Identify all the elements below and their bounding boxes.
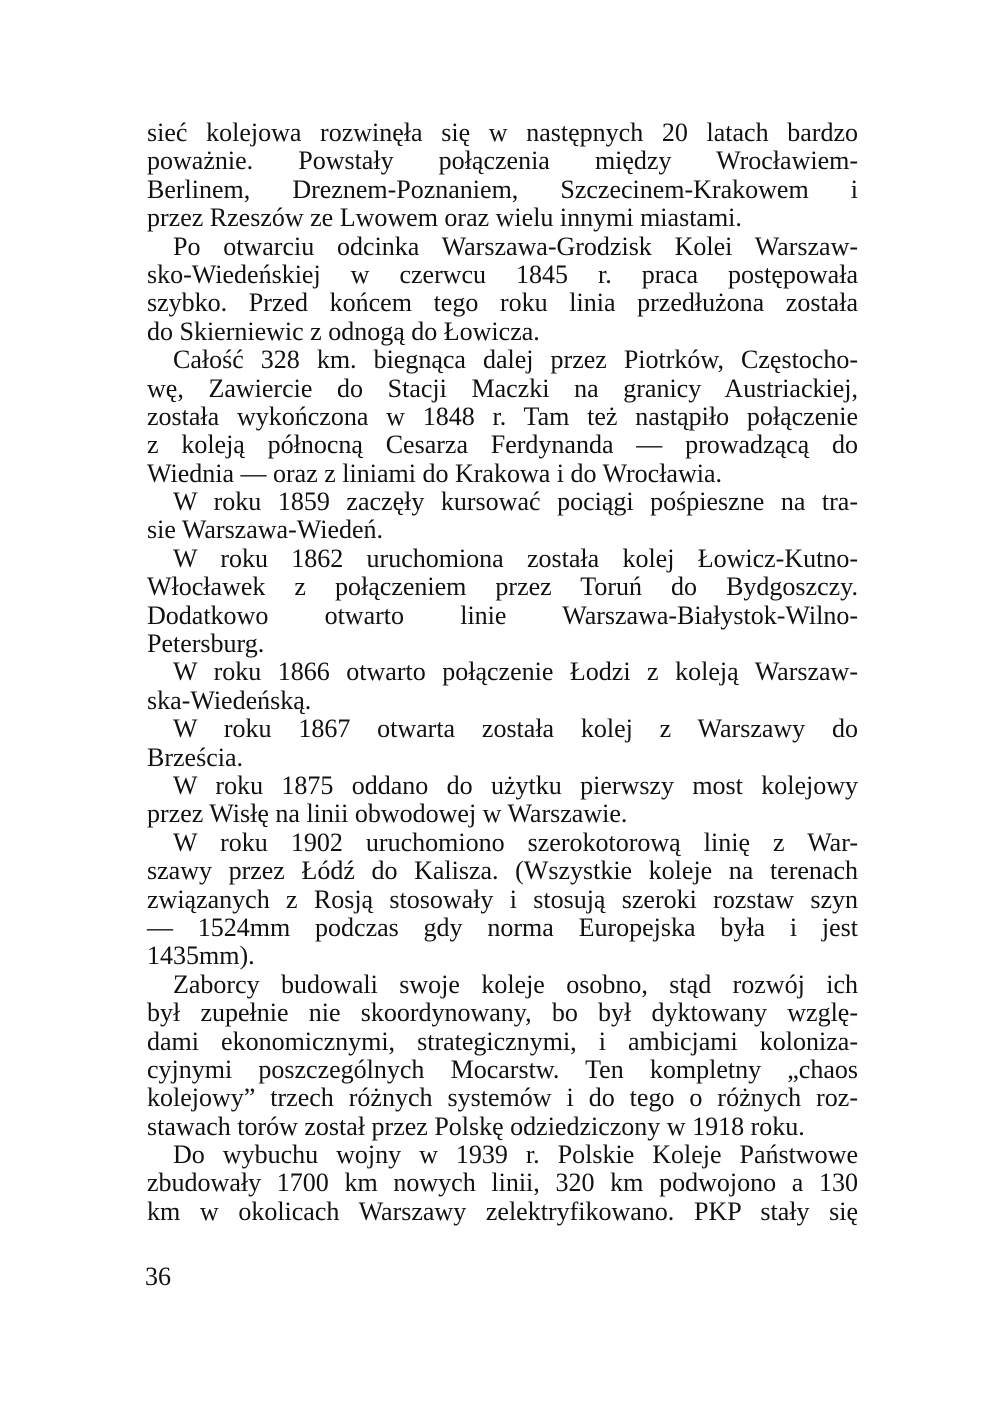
text-line: W roku 1862 uruchomiona została kolej Łowicz-Kutno-: [173, 543, 858, 573]
text-line: zbudowały 1700 km nowych linii, 320 km podwojono a 130: [147, 1168, 858, 1198]
text-line: ska-Wiedeńską.: [147, 685, 312, 715]
text-line: Do wybuchu wojny w 1939 r. Polskie Koleje Państwowe: [173, 1140, 858, 1170]
text-line: km w okolicach Warszawy zelektryfikowano. PKP stały się: [147, 1196, 858, 1226]
text-line: W roku 1859 zaczęły kursować pociągi pośpieszne na tra-: [173, 487, 858, 517]
text-line: Berlinem, Dreznem-Poznaniem, Szczecinem-Krakowem i: [147, 174, 858, 204]
text-line: z koleją północną Cesarza Ferdynanda — prowadzącą do: [147, 430, 858, 460]
text-line: Włocławek z połączeniem przez Toruń do Bydgoszczy.: [147, 572, 858, 602]
text-line: do Skierniewic z odnogą do Łowicza.: [147, 316, 540, 346]
text-line: szybko. Przed końcem tego roku linia przedłużona została: [147, 288, 858, 318]
text-line: przez Rzeszów ze Lwowem oraz wielu innymi miastami.: [147, 203, 742, 233]
text-line: Całość 328 km. biegnąca dalej przez Piotrków, Częstocho-: [173, 345, 858, 375]
text-line: Wiednia — oraz z liniami do Krakowa i do Wrocławia.: [147, 458, 723, 488]
text-line: sieć kolejowa rozwinęła się w następnych 20 latach bardzo: [147, 118, 858, 147]
text-line: sie Warszawa-Wiedeń.: [147, 515, 384, 545]
text-line: — 1524mm podczas gdy norma Europejska była i jest: [147, 912, 858, 942]
text-line: 1435mm).: [147, 941, 255, 971]
text-line: cyjnymi poszczególnych Mocarstw. Ten kompletny „chaos: [147, 1054, 858, 1084]
text-line: był zupełnie nie skoordynowany, bo był dyktowany wzglę-: [147, 998, 858, 1028]
text-line: związanych z Rosją stosowały i stosują szeroki rozstaw szyn: [147, 884, 858, 914]
body-text: [147, 119, 858, 1226]
text-line: Brześcia.: [147, 742, 244, 772]
text-line: W roku 1867 otwarta została kolej z Warszawy do: [173, 714, 858, 744]
text-line: stawach torów został przez Polskę odziedziczony w 1918 roku.: [147, 1111, 805, 1141]
text-line: W roku 1866 otwarto połączenie Łodzi z koleją Warszaw-: [173, 657, 858, 687]
text-line: W roku 1875 oddano do użytku pierwszy most kolejowy: [173, 770, 858, 800]
text-line: W roku 1902 uruchomiono szerokotorową linię z War-: [173, 827, 858, 857]
page-number: 36: [145, 1262, 171, 1291]
text-line: szawy przez Łódź do Kalisza. (Wszystkie koleje na terenach: [147, 856, 858, 886]
text-line: poważnie. Powstały połączenia między Wrocławiem-: [147, 146, 858, 176]
text-line: została wykończona w 1848 r. Tam też nastąpiło połączenie: [147, 401, 858, 431]
text-line: wę, Zawiercie do Stacji Maczki na granicy Austriackiej,: [147, 373, 858, 403]
text-line: Petersburg.: [147, 629, 265, 659]
text-line: kolejowy” trzech różnych systemów i do tego o różnych roz-: [147, 1083, 858, 1113]
text-line: Zaborcy budowali swoje koleje osobno, stąd rozwój ich: [173, 969, 858, 999]
text-line: Dodatkowo otwarto linie Warszawa-Białystok-Wilno-: [147, 600, 858, 630]
text-line: dami ekonomicznymi, strategicznymi, i ambicjami koloniza-: [147, 1026, 858, 1056]
text-line: Po otwarciu odcinka Warszawa-Grodzisk Kolei Warszaw-: [173, 231, 858, 261]
text-line: sko-Wiedeńskiej w czerwcu 1845 r. praca postępowała: [147, 259, 858, 289]
text-line: przez Wisłę na linii obwodowej w Warszawie.: [147, 799, 628, 829]
